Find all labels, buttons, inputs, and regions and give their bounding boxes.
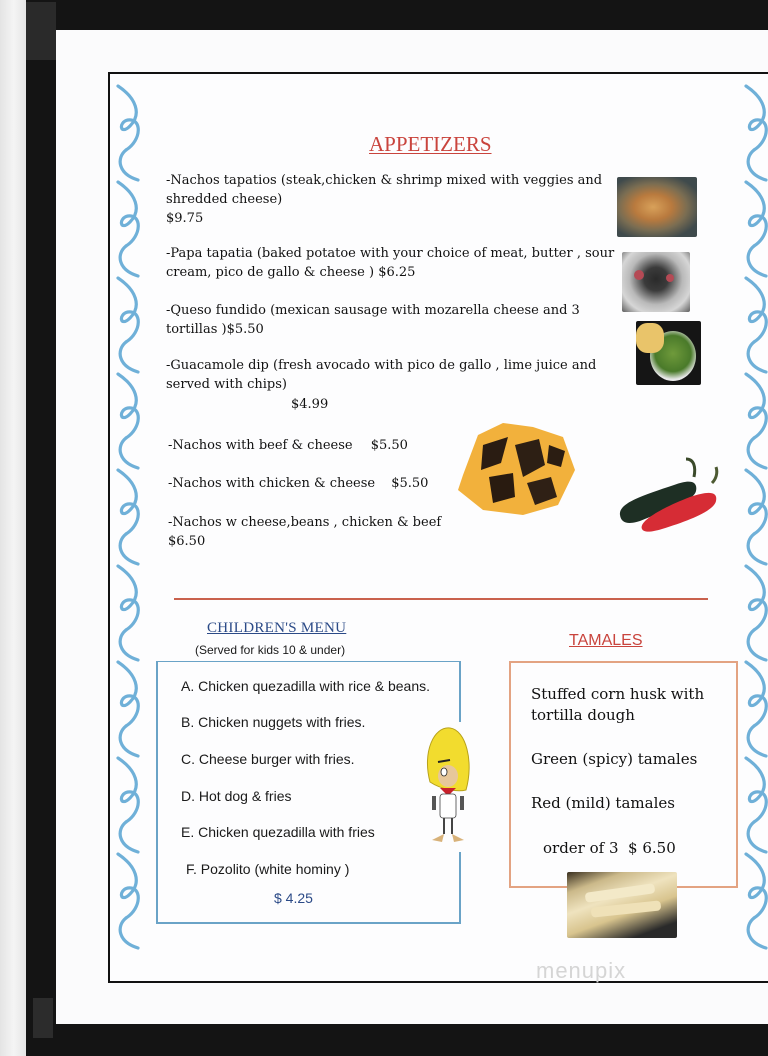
watermark: menupix	[536, 958, 627, 983]
nachos-photo	[453, 415, 579, 517]
frame-corner	[33, 998, 53, 1038]
kids-price: $ 4.25	[274, 890, 313, 906]
item-price: $5.50	[391, 476, 429, 491]
tamales-title: TAMALES	[569, 632, 643, 649]
cartoon-mouse-sombrero	[420, 722, 476, 852]
item-description: served with chips)	[166, 377, 287, 392]
section-divider	[174, 598, 708, 600]
menu-item-nachos-chicken	[168, 474, 428, 493]
menu-item-guacamole-dip	[166, 356, 606, 414]
item-description: -Guacamole dip (fresh avocado with pico de gallo , lime juice and	[166, 358, 597, 373]
kids-item-b: B. Chicken nuggets with fries.	[181, 714, 366, 730]
tamales-item-green: Green (spicy) tamales	[531, 750, 698, 768]
swirl-border-left	[108, 84, 152, 984]
appetizers-title: APPETIZERS	[369, 132, 492, 156]
item-description: shredded cheese)	[166, 192, 283, 207]
tamales-item-red: Red (mild) tamales	[531, 794, 675, 812]
swirl-border-right	[736, 84, 768, 984]
tamales-photo	[567, 872, 677, 938]
papa-tapatia-photo	[622, 252, 690, 312]
item-description: cream, pico de gallo & cheese ) $6.25	[166, 265, 416, 280]
item-price: $5.50	[370, 438, 408, 453]
item-description: -Queso fundido (mexican sausage with mozarella cheese and 3	[166, 303, 580, 318]
item-description: -Papa tapatia (baked potatoe with your choice of meat, butter , sour	[166, 246, 615, 261]
tamales-price: order of 3 $ 6.50	[543, 839, 676, 857]
kids-item-d: D. Hot dog & fries	[181, 788, 292, 804]
kids-item-e: E. Chicken quezadilla with fries	[181, 824, 375, 840]
item-name: -Nachos with beef & cheese	[168, 438, 353, 453]
item-name: -Nachos with chicken & cheese	[168, 476, 376, 491]
childrens-menu-title: CHILDREN'S MENU	[207, 620, 347, 636]
kids-item-f: F. Pozolito (white hominy )	[186, 861, 350, 877]
tamales-description-line: Stuffed corn husk with	[531, 685, 705, 703]
item-description: -Nachos w cheese,beans , chicken & beef	[168, 515, 442, 530]
item-price: $4.99	[291, 397, 329, 412]
kids-item-c: C. Cheese burger with fries.	[181, 751, 355, 767]
kids-item-a: A. Chicken quezadilla with rice & beans.	[181, 678, 431, 694]
chili-peppers-photo	[614, 455, 724, 535]
menu-item-nachos-beef	[168, 436, 408, 455]
menu-item-nachos-tapatios	[166, 171, 606, 228]
item-price: $9.75	[166, 211, 204, 226]
guacamole-photo	[636, 321, 701, 385]
menu-item-papa-tapatia	[166, 244, 616, 282]
menu-item-nachos-supreme	[168, 513, 468, 551]
item-price: $6.50	[168, 534, 206, 549]
nachos-tapatios-photo	[617, 177, 697, 237]
item-description: tortillas )$5.50	[166, 322, 264, 337]
item-description: -Nachos tapatios (steak,chicken & shrimp mixed with veggies and	[166, 173, 603, 188]
frame-corner	[26, 2, 56, 60]
childrens-menu-subtitle: (Served for kids 10 & under)	[195, 643, 346, 657]
tamales-description	[531, 684, 704, 726]
menu-item-queso-fundido	[166, 301, 606, 339]
tamales-description-line: tortilla dough	[531, 706, 635, 724]
